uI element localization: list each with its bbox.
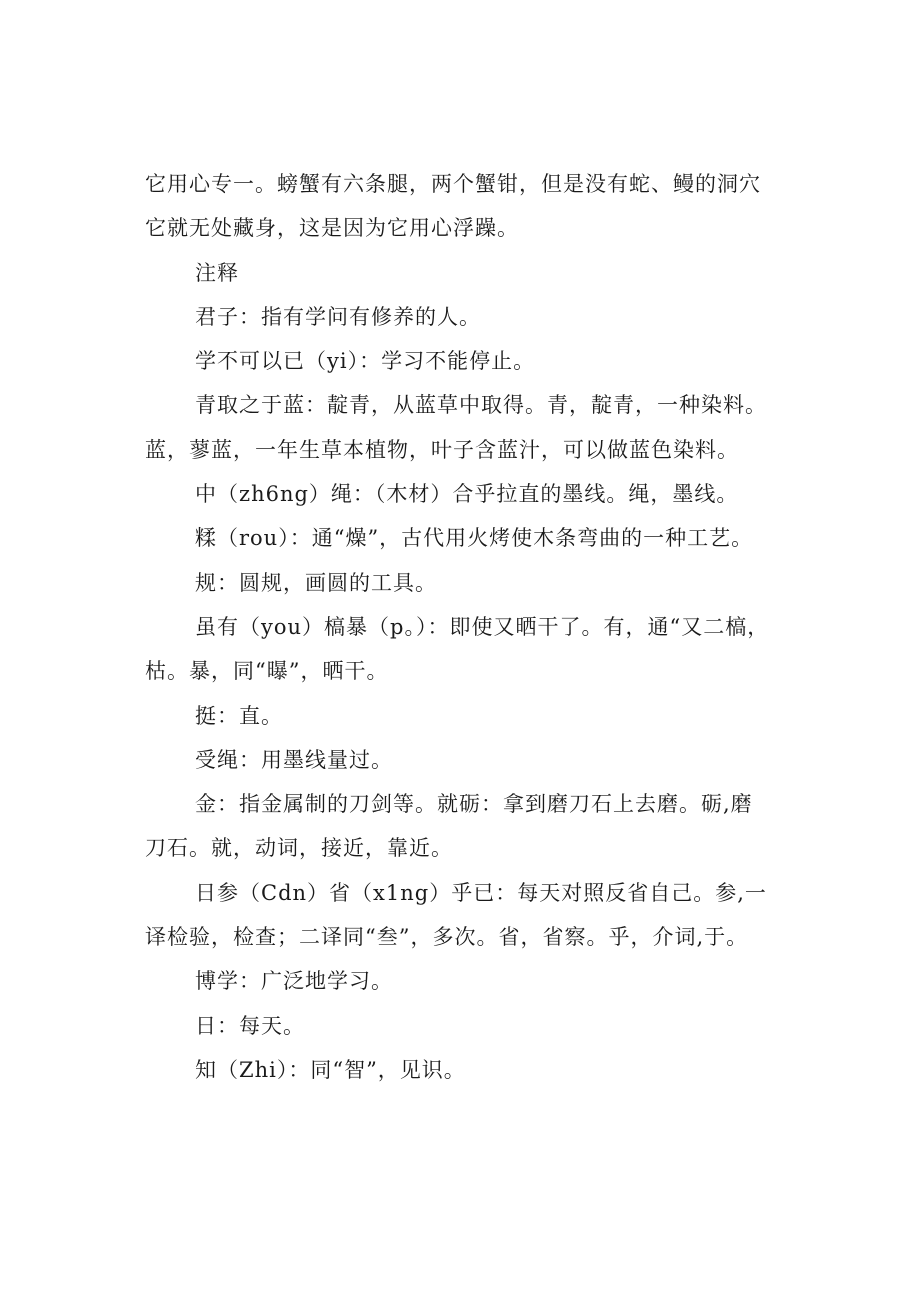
annotation-line: 虽有（you）槁暴（p。）：即使又晒干了。有，通“又二槁， xyxy=(195,614,770,639)
document-body xyxy=(145,162,825,1092)
annotation-line: 挺：直。 xyxy=(195,703,283,728)
text-line: 它就无处藏身，这是因为它用心浮躁。 xyxy=(145,216,519,241)
annotation-continuation: 译检验，检查；二译同“叁”，多次。省，省察。乎，介词,于。 xyxy=(145,925,749,950)
annotation-line: 金：指金属制的刀剑等。就砺：拿到磨刀石上去磨。砺,磨 xyxy=(195,792,753,817)
annotation-continuation: 刀石。就，动词，接近，靠近。 xyxy=(145,836,453,861)
section-heading: 注释 xyxy=(195,260,239,285)
annotation-line: 糅（rou）：通“燥”，古代用火烤使木条弯曲的一种工艺。 xyxy=(195,526,754,551)
annotation-continuation: 枯。暴，同“曝”，晒干。 xyxy=(145,659,389,684)
annotation-line: 学不可以已（yi）：学习不能停止。 xyxy=(195,349,536,374)
annotation-line: 知（Zhi）：同“智”，见识。 xyxy=(195,1057,466,1082)
annotation-line: 日：每天。 xyxy=(195,1013,305,1038)
annotation-line: 规：圆规，画圆的工具。 xyxy=(195,570,437,595)
annotation-line: 受绳：用墨线量过。 xyxy=(195,747,393,772)
annotation-line: 日参（Cdn）省（x1ng）乎已：每天对照反省自己。参,一 xyxy=(195,880,767,905)
annotation-line: 博学：广泛地学习。 xyxy=(195,969,393,994)
annotation-line: 青取之于蓝：靛青，从蓝草中取得。青，靛青，一种染料。 xyxy=(195,393,767,418)
text-line: 它用心专一。螃蟹有六条腿，两个蟹钳，但是没有蛇、鳗的洞穴 xyxy=(145,172,761,196)
annotation-line: 君子：指有学问有修养的人。 xyxy=(195,304,481,329)
annotation-line: 中（zh6ng）绳：（木材）合乎拉直的墨线。绳，墨线。 xyxy=(195,482,739,507)
annotation-continuation: 蓝，蓼蓝，一年生草本植物，叶子含蓝汁，可以做蓝色染料。 xyxy=(145,437,739,462)
